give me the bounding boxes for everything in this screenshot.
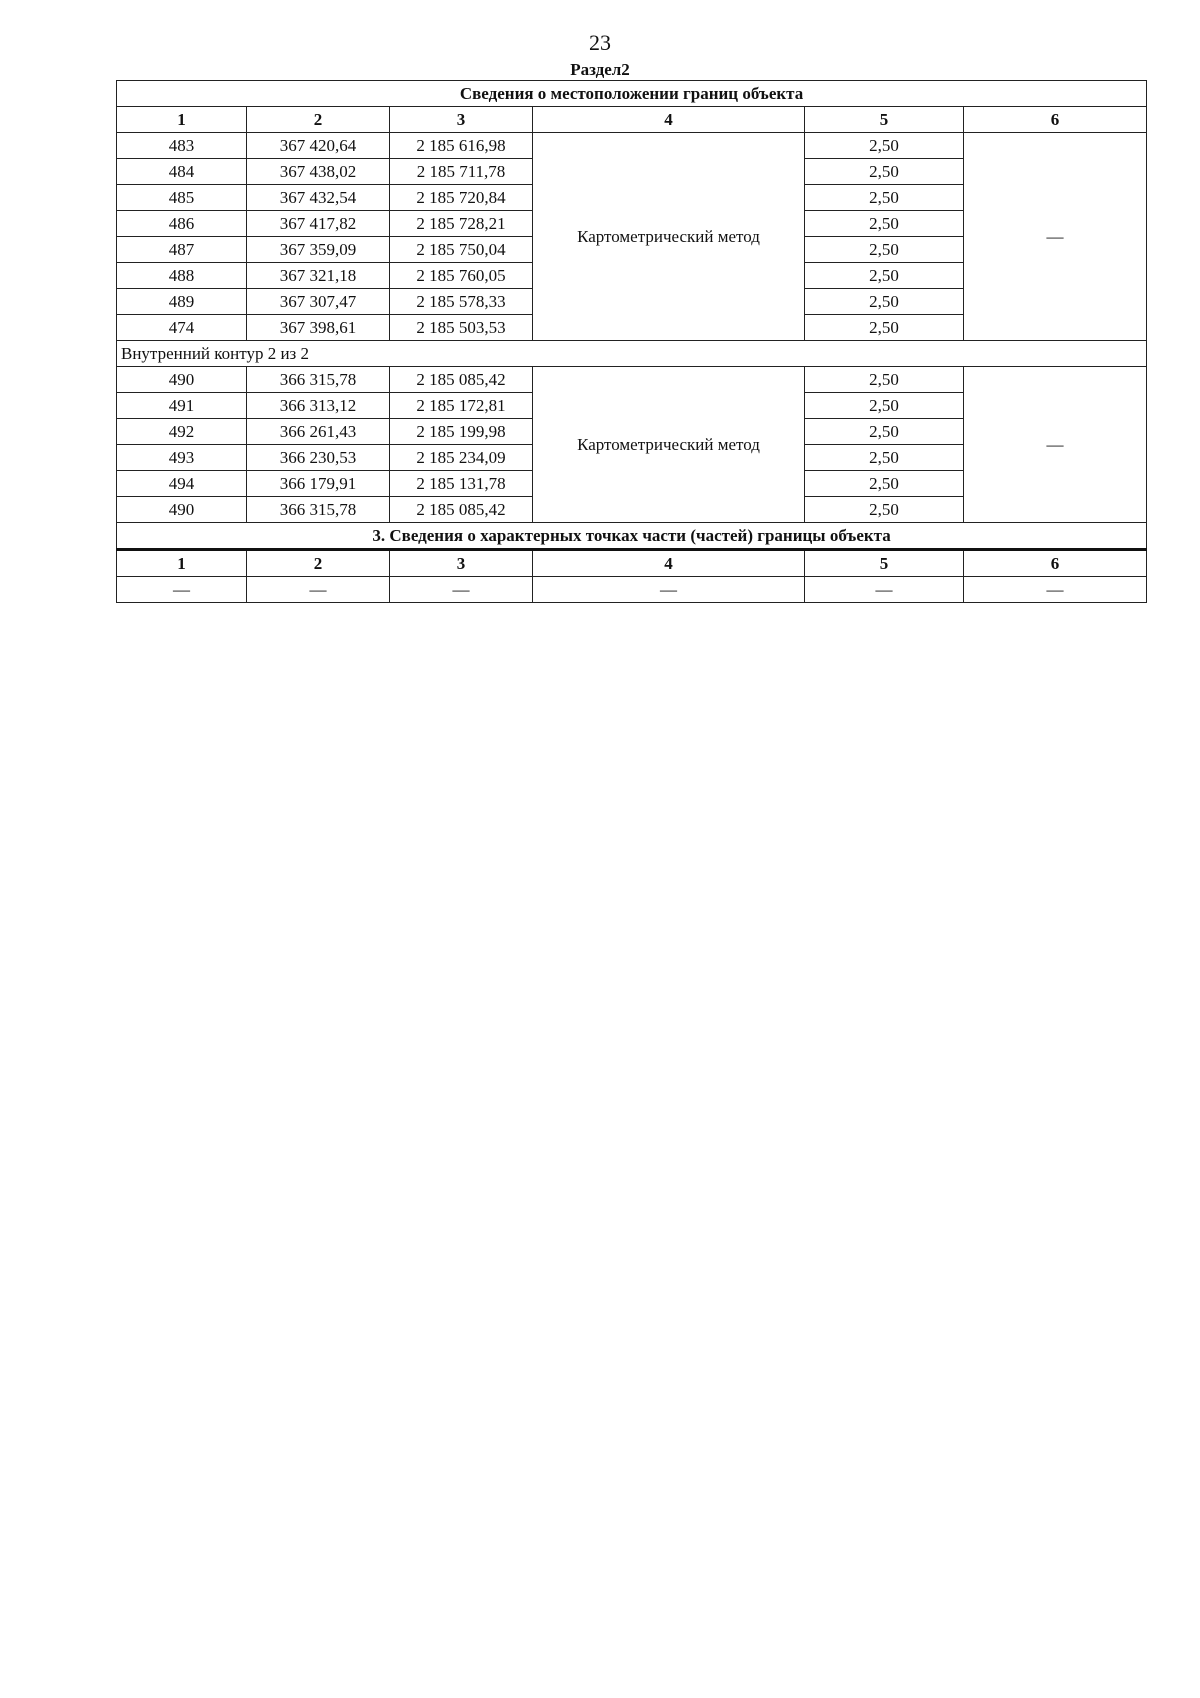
section3-empty-row — [117, 577, 1147, 603]
accuracy-cell: 2,50 — [805, 263, 964, 289]
x-coordinate-cell: 367 420,64 — [247, 133, 390, 159]
x-coordinate-cell: 367 321,18 — [247, 263, 390, 289]
y-coordinate-cell: 2 185 503,53 — [390, 315, 533, 341]
column6-cell: — — [964, 133, 1147, 341]
y-coordinate-cell: 2 185 085,42 — [390, 367, 533, 393]
y-coordinate-cell: 2 185 711,78 — [390, 159, 533, 185]
x-coordinate-cell: 366 313,12 — [247, 393, 390, 419]
accuracy-cell: 2,50 — [805, 185, 964, 211]
x-coordinate-cell: 367 307,47 — [247, 289, 390, 315]
x-coordinate-cell: 367 438,02 — [247, 159, 390, 185]
point-number-cell: 491 — [117, 393, 247, 419]
boundary-table — [116, 80, 1147, 603]
point-number-cell: 489 — [117, 289, 247, 315]
method-cell: Картометрический метод — [533, 367, 805, 523]
page-number: 23 — [589, 30, 611, 55]
y-coordinate-cell: 2 185 172,81 — [390, 393, 533, 419]
column-header: 2 — [247, 107, 390, 133]
y-coordinate-cell: 2 185 578,33 — [390, 289, 533, 315]
column-header: 3 — [390, 550, 533, 577]
table-cell: — — [533, 577, 805, 603]
contour-label: Внутренний контур 2 из 2 — [117, 341, 1147, 367]
x-coordinate-cell: 367 417,82 — [247, 211, 390, 237]
y-coordinate-cell: 2 185 131,78 — [390, 471, 533, 497]
table-cell: — — [805, 577, 964, 603]
accuracy-cell: 2,50 — [805, 393, 964, 419]
column-header: 6 — [964, 550, 1147, 577]
section3-header-row — [117, 550, 1147, 577]
y-coordinate-cell: 2 185 750,04 — [390, 237, 533, 263]
x-coordinate-cell: 366 315,78 — [247, 497, 390, 523]
table-title: Сведения о местоположении границ объекта — [117, 81, 1147, 107]
contour-row — [117, 341, 1147, 367]
table-cell: — — [117, 577, 247, 603]
x-coordinate-cell: 367 398,61 — [247, 315, 390, 341]
point-number-cell: 487 — [117, 237, 247, 263]
x-coordinate-cell: 367 359,09 — [247, 237, 390, 263]
x-coordinate-cell: 367 432,54 — [247, 185, 390, 211]
y-coordinate-cell: 2 185 728,21 — [390, 211, 533, 237]
accuracy-cell: 2,50 — [805, 419, 964, 445]
section-heading: Раздел2 — [570, 60, 630, 79]
accuracy-cell: 2,50 — [805, 237, 964, 263]
x-coordinate-cell: 366 179,91 — [247, 471, 390, 497]
column-header: 5 — [805, 550, 964, 577]
accuracy-cell: 2,50 — [805, 211, 964, 237]
table-title-row — [117, 81, 1147, 107]
point-number-cell: 485 — [117, 185, 247, 211]
column-header: 2 — [247, 550, 390, 577]
column-header: 1 — [117, 550, 247, 577]
column-header-row — [117, 107, 1147, 133]
table-cell: — — [390, 577, 533, 603]
table-cell: — — [247, 577, 390, 603]
table-row — [117, 133, 1147, 159]
point-number-cell: 486 — [117, 211, 247, 237]
y-coordinate-cell: 2 185 720,84 — [390, 185, 533, 211]
point-number-cell: 492 — [117, 419, 247, 445]
point-number-cell: 490 — [117, 497, 247, 523]
column6-cell: — — [964, 367, 1147, 523]
y-coordinate-cell: 2 185 085,42 — [390, 497, 533, 523]
accuracy-cell: 2,50 — [805, 497, 964, 523]
x-coordinate-cell: 366 261,43 — [247, 419, 390, 445]
point-number-cell: 493 — [117, 445, 247, 471]
point-number-cell: 483 — [117, 133, 247, 159]
accuracy-cell: 2,50 — [805, 133, 964, 159]
accuracy-cell: 2,50 — [805, 367, 964, 393]
point-number-cell: 490 — [117, 367, 247, 393]
section3-title-row — [117, 523, 1147, 550]
point-number-cell: 484 — [117, 159, 247, 185]
x-coordinate-cell: 366 315,78 — [247, 367, 390, 393]
section3-title: 3. Сведения о характерных точках части (частей) границы объекта — [117, 523, 1147, 550]
column-header: 4 — [533, 550, 805, 577]
table-row — [117, 367, 1147, 393]
accuracy-cell: 2,50 — [805, 315, 964, 341]
method-cell: Картометрический метод — [533, 133, 805, 341]
table-cell: — — [964, 577, 1147, 603]
accuracy-cell: 2,50 — [805, 445, 964, 471]
column-header: 4 — [533, 107, 805, 133]
column-header: 1 — [117, 107, 247, 133]
point-number-cell: 494 — [117, 471, 247, 497]
y-coordinate-cell: 2 185 234,09 — [390, 445, 533, 471]
y-coordinate-cell: 2 185 199,98 — [390, 419, 533, 445]
accuracy-cell: 2,50 — [805, 289, 964, 315]
y-coordinate-cell: 2 185 760,05 — [390, 263, 533, 289]
column-header: 5 — [805, 107, 964, 133]
accuracy-cell: 2,50 — [805, 471, 964, 497]
y-coordinate-cell: 2 185 616,98 — [390, 133, 533, 159]
accuracy-cell: 2,50 — [805, 159, 964, 185]
point-number-cell: 474 — [117, 315, 247, 341]
column-header: 3 — [390, 107, 533, 133]
x-coordinate-cell: 366 230,53 — [247, 445, 390, 471]
point-number-cell: 488 — [117, 263, 247, 289]
column-header: 6 — [964, 107, 1147, 133]
